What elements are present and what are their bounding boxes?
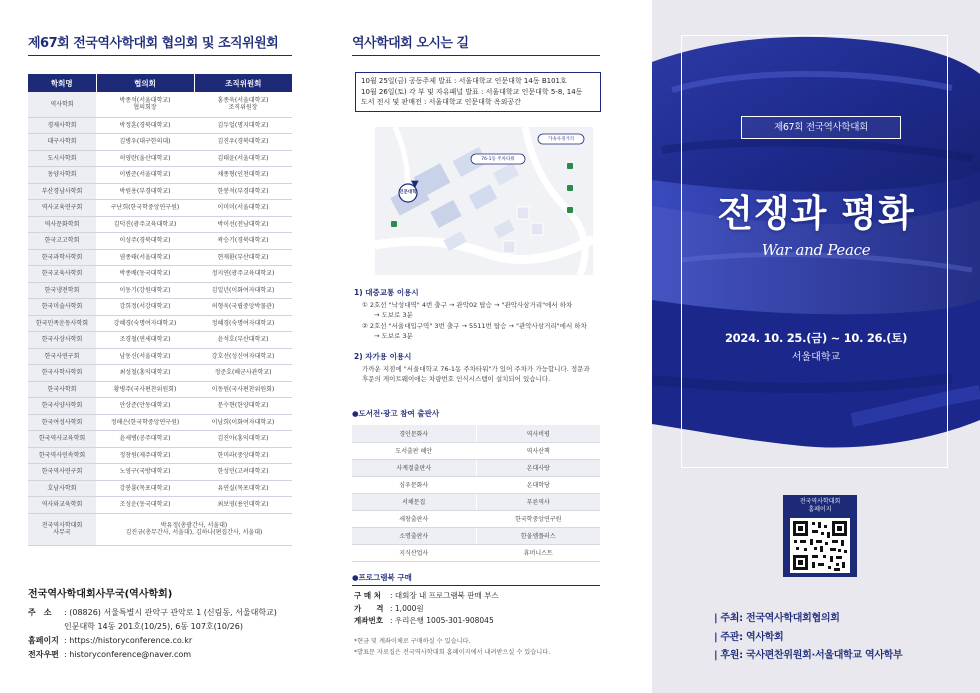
council-cell	[96, 497, 194, 514]
society-cell: 한국사학사학회	[28, 365, 96, 382]
council-cell-line: 남동신(서울대학교)	[119, 352, 171, 360]
office-title: 전국역사학대회사무국(역사학회)	[28, 589, 173, 600]
program-note-2: *발표문 자료집은 전국역사학대회 홈페이지에서 내려받으실 수 있습니다.	[354, 649, 551, 656]
council-cell	[96, 150, 194, 167]
committee-cell	[194, 299, 292, 316]
office-homepage-link[interactable]: : https://historyconference.co.kr	[64, 636, 193, 645]
qr-label-line-2: 홈페이지	[808, 506, 832, 513]
society-cell: 동양사학회	[28, 167, 96, 184]
committee-cell	[194, 134, 292, 151]
council-cell-line: 노영구(국방대학교)	[119, 468, 171, 475]
society-cell: 도시사학회	[28, 150, 96, 167]
table-row	[28, 117, 292, 134]
council-cell-line: 박원용(부경대학교)	[119, 187, 171, 195]
committee-cell	[194, 150, 292, 167]
conference-date: 2024. 10. 25.(금) ~ 10. 26.(토)	[724, 331, 908, 345]
publishers-table	[352, 425, 600, 562]
program-place: : 대회장 내 프로그램북 판매 부스	[390, 591, 499, 600]
map-label-parking: 76-1동 주차타워	[481, 157, 515, 162]
publisher-cell: 사계절출판사	[352, 459, 476, 476]
table-row	[28, 150, 292, 167]
council-cell-line: 박종석(서울대학교)	[119, 96, 171, 104]
office-address-row	[28, 606, 277, 620]
table-row	[28, 365, 292, 382]
council-cell	[96, 167, 194, 184]
qr-label-line-1: 전국역사학대회	[799, 498, 841, 505]
office-email-key: 전자우편	[28, 650, 59, 659]
sponsor-bar-icon: |	[714, 613, 718, 624]
committee-cell	[194, 447, 292, 464]
committee-cell	[194, 117, 292, 134]
committee-table-body	[28, 92, 292, 545]
society-cell: 한국역사연구회	[28, 464, 96, 481]
program-account-key: 계좌번호	[354, 616, 383, 625]
committee-cell	[194, 216, 292, 233]
car-text-line-2: 후문의 게이트웨이에는 차량번호 인식시스템이 설치되어 있습니다.	[362, 375, 551, 383]
committee-cell-line: 한성민(고려대학교)	[217, 468, 269, 475]
qr-label	[783, 498, 857, 514]
council-cell	[96, 200, 194, 217]
table-row	[28, 249, 292, 266]
transit-route-2-walk: → 도보로 3분	[374, 332, 413, 340]
publishers-heading: ●도서전·광고 참여 출판사	[352, 409, 440, 418]
publisher-cell: 역사비평	[476, 425, 600, 442]
map-pin-icon: ▼	[411, 179, 419, 190]
sponsor-organizer-text: 주관: 역사학회	[720, 631, 784, 643]
society-cell: 한국여성사학회	[28, 414, 96, 431]
sponsor-host-text: 주최: 전국역사학대회협의회	[720, 613, 840, 624]
committee-cell-line: 김진아(홍익대학교)	[217, 435, 269, 442]
society-cell: 역사문화학회	[28, 216, 96, 233]
society-cell: 한국역사교육학회	[28, 431, 96, 448]
committee-cell	[194, 381, 292, 398]
publisher-cell: 한국학중앙연구원	[476, 510, 600, 527]
council-cell-line: 윤세병(공주대학교)	[119, 435, 171, 442]
society-cell-line: 사무국	[53, 529, 71, 536]
secretariat-cell	[96, 513, 292, 545]
committee-cell	[194, 398, 292, 415]
publisher-cell: 경인문화사	[352, 425, 476, 442]
table-row	[28, 414, 292, 431]
council-cell-line: 이동기(강원대학교)	[119, 286, 171, 294]
committee-cell	[194, 92, 292, 117]
campus-map	[375, 127, 593, 275]
table-row	[352, 510, 600, 527]
publisher-cell: 지식산업사	[352, 544, 476, 561]
table-row	[28, 233, 292, 250]
society-cell: 한국서양사학회	[28, 398, 96, 415]
committee-table	[28, 74, 292, 546]
program-place-row	[354, 590, 499, 603]
publisher-cell: 역사산책	[476, 442, 600, 459]
council-cell	[96, 216, 194, 233]
table-row	[28, 431, 292, 448]
council-cell	[96, 431, 194, 448]
society-cell-line: 전국역사학대회	[41, 521, 83, 529]
committee-cell-line: 정준호(해군사관학교)	[214, 369, 272, 376]
committee-cell	[194, 200, 292, 217]
committee-cell	[194, 249, 292, 266]
council-cell-line: 이범준(서울대학교)	[119, 171, 171, 178]
council-cell-line: 박종배(동국대학교)	[119, 270, 171, 277]
publisher-cell: 도서출판 혜안	[352, 442, 476, 459]
table-row	[352, 442, 600, 459]
committee-header-society: 학회명	[28, 74, 96, 92]
committee-cell-line: 김진우(경북대학교)	[217, 138, 269, 145]
committee-header-organizing: 조직위원회	[194, 74, 292, 92]
council-cell	[96, 282, 194, 299]
office-address-line2-row	[28, 620, 277, 634]
society-cell: 한국고고학회	[28, 233, 96, 250]
conference-badge: 제67회 전국역사학대회	[741, 116, 901, 139]
council-cell	[96, 117, 194, 134]
council-cell	[96, 266, 194, 283]
table-row	[28, 381, 292, 398]
society-cell: 호남사학회	[28, 480, 96, 497]
council-cell-line: 강희정(서강대학교)	[119, 303, 171, 310]
committee-cell	[194, 183, 292, 200]
publisher-cell: 소명출판사	[352, 527, 476, 544]
table-row	[28, 183, 292, 200]
committee-cell-line: 윤석호(부산대학교)	[217, 336, 269, 343]
table-row	[28, 315, 292, 332]
council-cell-line: 조경철(연세대학교)	[119, 336, 171, 343]
directions-section-title: 역사학대회 오시는 길	[352, 36, 469, 51]
committee-cell	[194, 315, 292, 332]
sponsor-host	[714, 610, 902, 629]
program-account-row	[354, 615, 499, 628]
committee-cell-line: 김태윤(서울대학교)	[217, 154, 269, 162]
committee-cell-line: 김일년(이화여자대학교)	[211, 286, 275, 294]
program-rule	[352, 585, 600, 586]
table-row	[28, 167, 292, 184]
council-cell-line: 조성운(동국대학교)	[119, 501, 171, 508]
office-address-key: 주 소	[28, 608, 52, 617]
council-cell	[96, 365, 194, 382]
sponsor-support-text: 후원: 국사편찬위원회·서울대학교 역사학부	[720, 650, 903, 661]
program-heading: ●프로그램북 구매	[352, 573, 412, 582]
council-cell	[96, 414, 194, 431]
table-row	[352, 544, 600, 561]
publisher-cell: 온대학당	[476, 476, 600, 493]
council-cell	[96, 464, 194, 481]
council-cell	[96, 233, 194, 250]
office-address-line1: : (08826) 서울특별시 관악구 관악로 1 (신림동, 서울대학교)	[64, 608, 277, 617]
transit-route-1: ① 2호선 "낙성대역" 4번 출구 → 관악02 탑승 → "관악사삼거리"에서 하차	[362, 301, 573, 309]
committee-cell-line: 이남희(이화여자대학교)	[211, 418, 275, 426]
council-cell-line: 염종태(서울대학교)	[119, 253, 171, 261]
program-notes	[354, 636, 550, 658]
program-place-key: 구 매 처	[354, 591, 381, 600]
car-heading: 2) 자가용 이용시	[354, 352, 412, 361]
committee-cell	[194, 332, 292, 349]
secretariat-cell-line: 김진규(총무간사, 서울대), 김하나(편집간사, 서울대)	[125, 529, 263, 536]
society-cell: 대구사학회	[28, 134, 96, 151]
committee-cell	[194, 431, 292, 448]
table-row	[28, 497, 292, 514]
program-price: : 1,000원	[390, 603, 424, 613]
committee-cell-line: 문수현(한양대학교)	[217, 402, 269, 409]
society-cell: 한국과학사학회	[28, 249, 96, 266]
committee-cell-line: 김두얼(명지대학교)	[217, 121, 269, 129]
council-cell-line: 강봉룡(목포대학교)	[119, 484, 171, 492]
committee-cell-line: 이동원(국사편찬위원회)	[211, 385, 275, 393]
publisher-cell: 휴머니스트	[476, 544, 600, 561]
committee-cell	[194, 348, 292, 365]
council-cell	[96, 183, 194, 200]
society-cell: 한국역사민속학회	[28, 447, 96, 464]
council-cell-line: 박정훈(경북대학교)	[119, 121, 171, 129]
car-text-line-1: 가까운 지점에 "서울대학교 76-1동 주차타워"가 있어 주차가 가능합니다. 정문과	[362, 365, 590, 373]
table-row	[352, 527, 600, 544]
council-cell	[96, 480, 194, 497]
committee-cell-line: 정혜경(숙명여자대학교)	[211, 319, 275, 327]
conference-venue: 서울대학교	[791, 352, 841, 363]
office-email-link[interactable]: : historyconference@naver.com	[64, 650, 192, 659]
council-cell	[96, 92, 194, 117]
society-cell: 역사교육연구회	[28, 200, 96, 217]
committee-cell-line: 채종형(인천대학교)	[217, 171, 269, 178]
committee-cell-line: 홍종욱(서울대학교)	[217, 96, 269, 104]
committee-cell	[194, 414, 292, 431]
committee-cell	[194, 497, 292, 514]
society-cell: 한국교육사학회	[28, 266, 96, 283]
sponsors-list	[714, 610, 902, 666]
committee-cell-line: 현재환(부산대학교)	[217, 253, 269, 261]
table-row	[28, 464, 292, 481]
council-cell-line: 정창원(제주대학교)	[119, 451, 171, 459]
schedule-line-1: 10월 25일(금) 공동주제 발표 : 서울대학교 인문대학 14동 B101호	[361, 77, 567, 85]
committee-cell	[194, 233, 292, 250]
table-row	[28, 480, 292, 497]
publisher-cell: 심우문화사	[352, 476, 476, 493]
cover-main-title: 전쟁과 평화	[717, 192, 915, 235]
committee-cell-line: 조직위원장	[228, 104, 258, 112]
schedule-line-3: 도서 전시 및 판매전 : 서울대학교 인문대학 옥외공간	[361, 98, 521, 106]
secretariat-cell-line: 박유정(총괄간사, 서울대)	[160, 521, 228, 529]
publisher-cell: 세창출판사	[352, 510, 476, 527]
committee-title-rule	[28, 55, 292, 56]
table-row	[28, 299, 292, 316]
society-cell: 한국사학회	[28, 381, 96, 398]
sponsor-support	[714, 647, 902, 666]
table-row-secretariat	[28, 513, 292, 545]
table-row	[28, 200, 292, 217]
table-row	[28, 216, 292, 233]
society-cell: 한국냉전학회	[28, 282, 96, 299]
council-cell-line: 협의회장	[133, 104, 157, 112]
committee-cell	[194, 480, 292, 497]
office-homepage-row	[28, 634, 277, 648]
committee-cell-line: 곽승기(경북대학교)	[217, 237, 269, 244]
council-cell-line: 김병우(대구한의대)	[119, 138, 171, 145]
publisher-cell: 온대사랑	[476, 459, 600, 476]
council-cell-line: 안상준(안동대학교)	[119, 402, 171, 409]
council-cell-line: 이성주(경북대학교)	[119, 237, 171, 244]
sponsor-bar-icon: |	[714, 631, 718, 643]
map-label-building: 인문대학	[399, 190, 417, 195]
council-cell-line: 김덕진(광주교육대학교)	[113, 220, 177, 228]
publishers-table-body	[352, 425, 600, 561]
committee-cell	[194, 282, 292, 299]
transit-route-2: ② 2호선 "서울대입구역" 3번 출구 → 5511번 탑승 → "관악사삼거리"에서 하차	[362, 322, 587, 330]
table-row	[28, 282, 292, 299]
council-cell	[96, 315, 194, 332]
map-label-stop: 가속사경거리	[547, 137, 575, 142]
office-email-row	[28, 648, 277, 662]
council-cell-line: 최성철(홍익대학교)	[119, 369, 171, 376]
committee-section-title: 제67회 전국역사학대회 협의회 및 조직위원회	[28, 36, 279, 51]
council-cell-line: 정해은(한국학중앙연구원)	[110, 418, 180, 426]
society-cell	[28, 513, 96, 545]
schedule-box	[355, 72, 601, 112]
transit-heading: 1) 대중교통 이용시	[354, 288, 419, 297]
publisher-cell: 서해문집	[352, 493, 476, 510]
council-cell-line: 강혜경(숙명여자대학교)	[113, 319, 177, 327]
publisher-cell: 한울엠플러스	[476, 527, 600, 544]
committee-cell	[194, 266, 292, 283]
council-cell	[96, 348, 194, 365]
table-row	[28, 332, 292, 349]
program-account: : 우리은행 1005-301-908045	[390, 616, 494, 625]
committee-cell-line: 유연실(목포대학교)	[217, 484, 269, 492]
publisher-cell: 푸른역사	[476, 493, 600, 510]
society-cell: 한국미술사학회	[28, 299, 96, 316]
qr-code-graphic	[790, 518, 850, 573]
committee-cell-line: 허형욱(국립중앙박물관)	[211, 303, 275, 310]
committee-cell	[194, 167, 292, 184]
committee-cell-line: 최보영(용인대학교)	[217, 501, 269, 508]
society-cell: 역사와교육학회	[28, 497, 96, 514]
committee-cell-line: 강호선(성신여자대학교)	[211, 352, 275, 360]
table-row	[28, 398, 292, 415]
committee-table-header-row	[28, 74, 292, 92]
society-cell: 부산경남사학회	[28, 183, 96, 200]
committee-header-council: 협의회	[96, 74, 194, 92]
office-homepage-key: 홈페이지	[28, 636, 59, 645]
table-row	[352, 476, 600, 493]
council-cell	[96, 398, 194, 415]
committee-cell-line: 박이선(전남대학교)	[217, 220, 269, 228]
council-cell	[96, 249, 194, 266]
qr-code-icon[interactable]	[790, 518, 850, 573]
society-cell: 한국민족운동사학회	[28, 315, 96, 332]
council-cell	[96, 299, 194, 316]
council-cell	[96, 134, 194, 151]
schedule-line-2: 10월 26일(토) 각 부 및 자유패널 발표 : 서울대학교 인문대학 5-8, 14동	[361, 87, 583, 96]
council-cell-line: 허영란(울산대학교)	[119, 154, 171, 162]
table-row	[28, 266, 292, 283]
program-price-key: 가 격	[354, 603, 384, 613]
program-info	[354, 590, 499, 628]
committee-cell-line: 한봉석(부경대학교)	[217, 187, 269, 195]
committee-cell-line: 이미미(서울대학교)	[217, 204, 269, 211]
table-row	[352, 459, 600, 476]
table-row	[352, 425, 600, 442]
program-price-row	[354, 603, 499, 616]
sponsor-organizer	[714, 629, 902, 648]
table-row	[28, 134, 292, 151]
society-cell: 역사학회	[28, 92, 96, 117]
committee-cell-line: 정지연(광주교육대학교)	[211, 270, 275, 277]
council-cell-line: 구난희(한국학중앙연구원)	[110, 204, 180, 211]
society-cell: 한국사연구회	[28, 348, 96, 365]
table-row	[352, 493, 600, 510]
directions-title-rule	[352, 55, 600, 56]
committee-cell-line: 한미라(중앙대학교)	[217, 451, 269, 459]
campus-map-drawing	[375, 127, 593, 275]
council-cell	[96, 332, 194, 349]
committee-cell	[194, 464, 292, 481]
office-info	[28, 606, 277, 662]
cover-subtitle: War and Peace	[761, 241, 871, 259]
council-cell	[96, 447, 194, 464]
table-row	[28, 92, 292, 117]
society-cell: 경제사학회	[28, 117, 96, 134]
office-address-line2: 인문대학 14동 201호(10/25), 6동 107호(10/26)	[64, 622, 243, 631]
council-cell	[96, 381, 194, 398]
sponsor-bar-icon: |	[714, 650, 718, 661]
transit-route-1-walk: → 도보로 3분	[374, 311, 413, 319]
council-cell-line: 황병주(국사편찬위원회)	[113, 385, 177, 393]
program-note-1: *현금 및 계좌이체로 구매하실 수 있습니다.	[354, 638, 471, 645]
table-row	[28, 447, 292, 464]
table-row	[28, 348, 292, 365]
committee-cell	[194, 365, 292, 382]
society-cell: 한국사상사학회	[28, 332, 96, 349]
